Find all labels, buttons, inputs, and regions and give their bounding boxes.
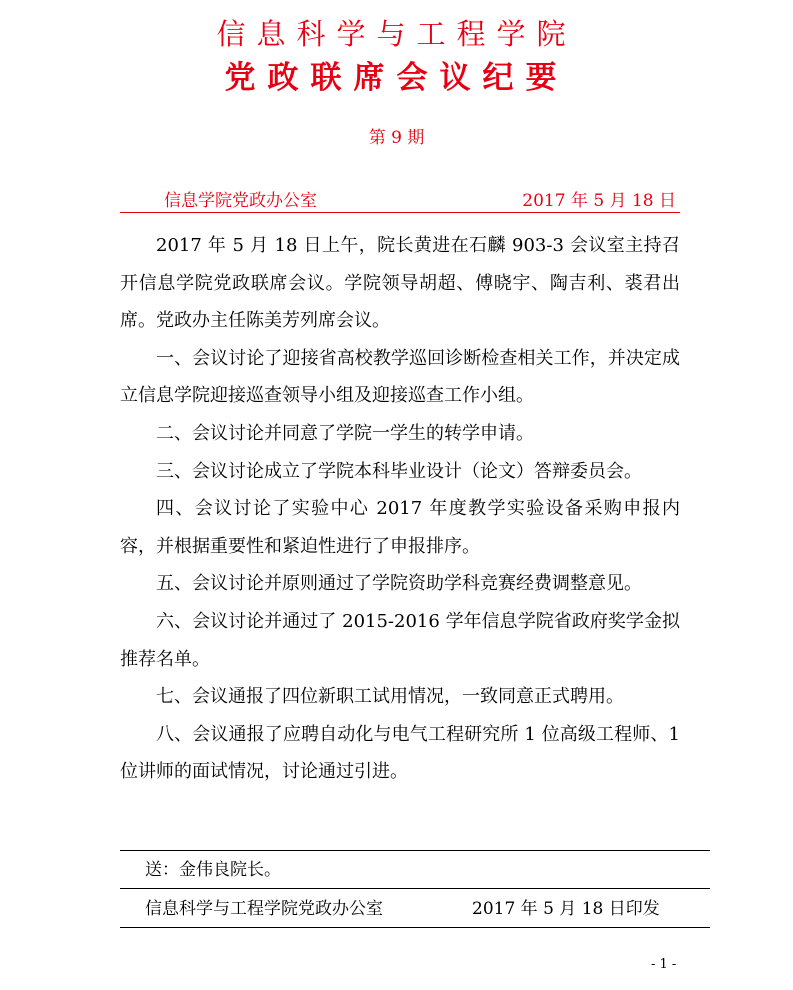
red-separator-line — [120, 212, 680, 213]
paragraph-intro: 2017 年 5 月 18 日上午，院长黄进在石麟 903-3 会议室主持召开信息学院党政联席会议。学院领导胡超、傅晓宇、陶吉利、裘君出席。党政办主任陈美芳列席会议。 — [120, 235, 680, 332]
paragraph-item-4: 四、会议讨论了实验中心 2017 年度教学实验设备采购申报内容，并根据重要性和紧迫性进行了申报排序。 — [120, 498, 680, 557]
minutes-body — [120, 227, 680, 791]
document-type-title: 党政联席会议纪要 — [224, 60, 569, 96]
printing-office: 信息科学与工程学院党政办公室 — [145, 899, 383, 919]
paragraph-item-8: 八、会议通报了应聘自动化与电气工程研究所 1 位高级工程师、1 位讲师的面试情况，讨论通过引进。 — [120, 723, 680, 783]
paragraph-item-6: 六、会议讨论并通过了 2015-2016 学年信息学院省政府奖学金拟推荐名单。 — [120, 610, 680, 670]
paragraph-item-3: 三、会议讨论成立了学院本科毕业设计（论文）答辩委员会。 — [156, 460, 642, 482]
footer-middle-line — [120, 888, 710, 889]
paragraph-item-5: 五、会议讨论并原则通过了学院资助学科竞赛经费调整意见。 — [156, 573, 642, 595]
footer-top-line — [120, 850, 710, 851]
paragraph-item-7: 七、会议通报了四位新职工试用情况，一致同意正式聘用。 — [156, 686, 624, 708]
print-date: 2017 年 5 月 18 日印发 — [472, 899, 660, 919]
paragraph-item-2: 二、会议讨论并同意了学院一学生的转学申请。 — [156, 422, 534, 444]
issuing-office: 信息学院党政办公室 — [164, 191, 317, 211]
page-number: - 1 - — [651, 957, 677, 972]
paragraph-item-1: 一、会议讨论了迎接省高校教学巡回诊断检查相关工作，并决定成立信息学院迎接巡查领导小组及迎接巡查工作小组。 — [120, 347, 680, 407]
institution-title: 信息科学与工程学院 — [216, 17, 577, 51]
distribution-line: 送：金伟良院长。 — [145, 860, 281, 880]
print-info-line — [145, 897, 665, 921]
issue-date: 2017 年 5 月 18 日 — [522, 191, 676, 211]
issuer-line — [120, 190, 680, 212]
footer-bottom-line — [120, 927, 710, 928]
issue-number: 第 9 期 — [368, 128, 425, 148]
